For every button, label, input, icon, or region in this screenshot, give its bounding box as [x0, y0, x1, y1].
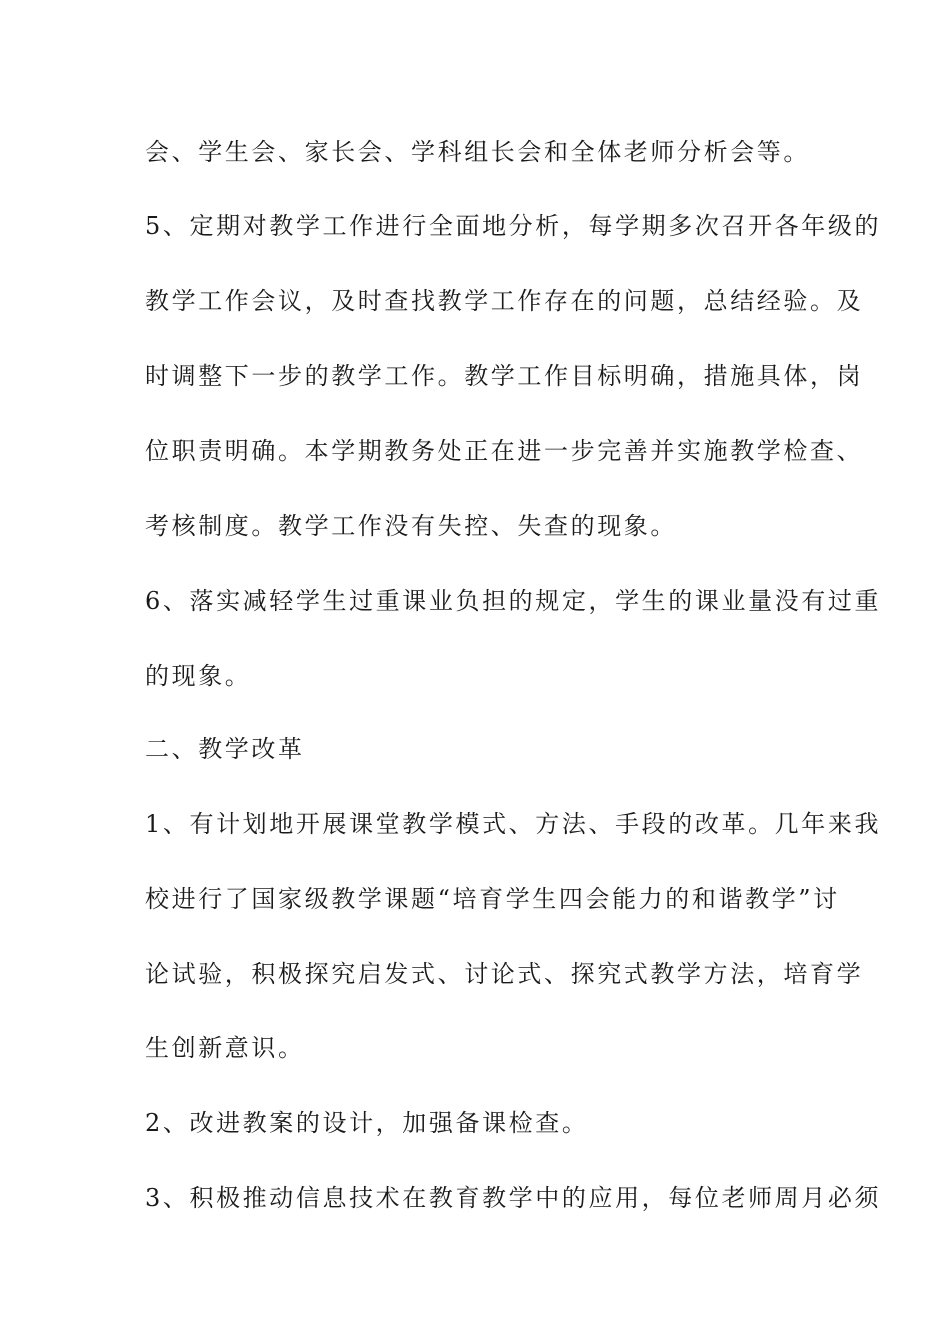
text-line: 会、学生会、家长会、学科组长会和全体老师分析会等。 [145, 138, 810, 166]
text-line: 3、积极推动信息技术在教育教学中的应用，每位老师周月必须 [145, 1184, 882, 1212]
text-line: 论试验，积极探究启发式、讨论式、探究式教学方法，培育学 [145, 960, 864, 988]
text-line: 5、定期对教学工作进行全面地分析，每学期多次召开各年级的 [145, 212, 882, 240]
text-line: 6、落实减轻学生过重课业负担的规定，学生的课业量没有过重 [145, 587, 882, 615]
text-line: 2、改进教案的设计，加强备课检查。 [145, 1109, 589, 1137]
text-line: 教学工作会议，及时查找教学工作存在的问题，总结经验。及 [145, 287, 864, 315]
text-line: 位职责明确。本学期教务处正在进一步完善并实施教学检查、 [145, 437, 864, 465]
section-heading: 二、教学改革 [145, 735, 305, 763]
text-line: 生创新意识。 [145, 1034, 305, 1062]
text-line: 1、有计划地开展课堂教学模式、方法、手段的改革。几年来我 [145, 810, 882, 838]
text-line: 时调整下一步的教学工作。教学工作目标明确，措施具体，岗 [145, 362, 864, 390]
text-line: 的现象。 [145, 662, 252, 690]
text-line: 考核制度。教学工作没有失控、失查的现象。 [145, 512, 677, 540]
text-line: 校进行了国家级教学课题“培育学生四会能力的和谐教学”讨 [145, 885, 840, 913]
